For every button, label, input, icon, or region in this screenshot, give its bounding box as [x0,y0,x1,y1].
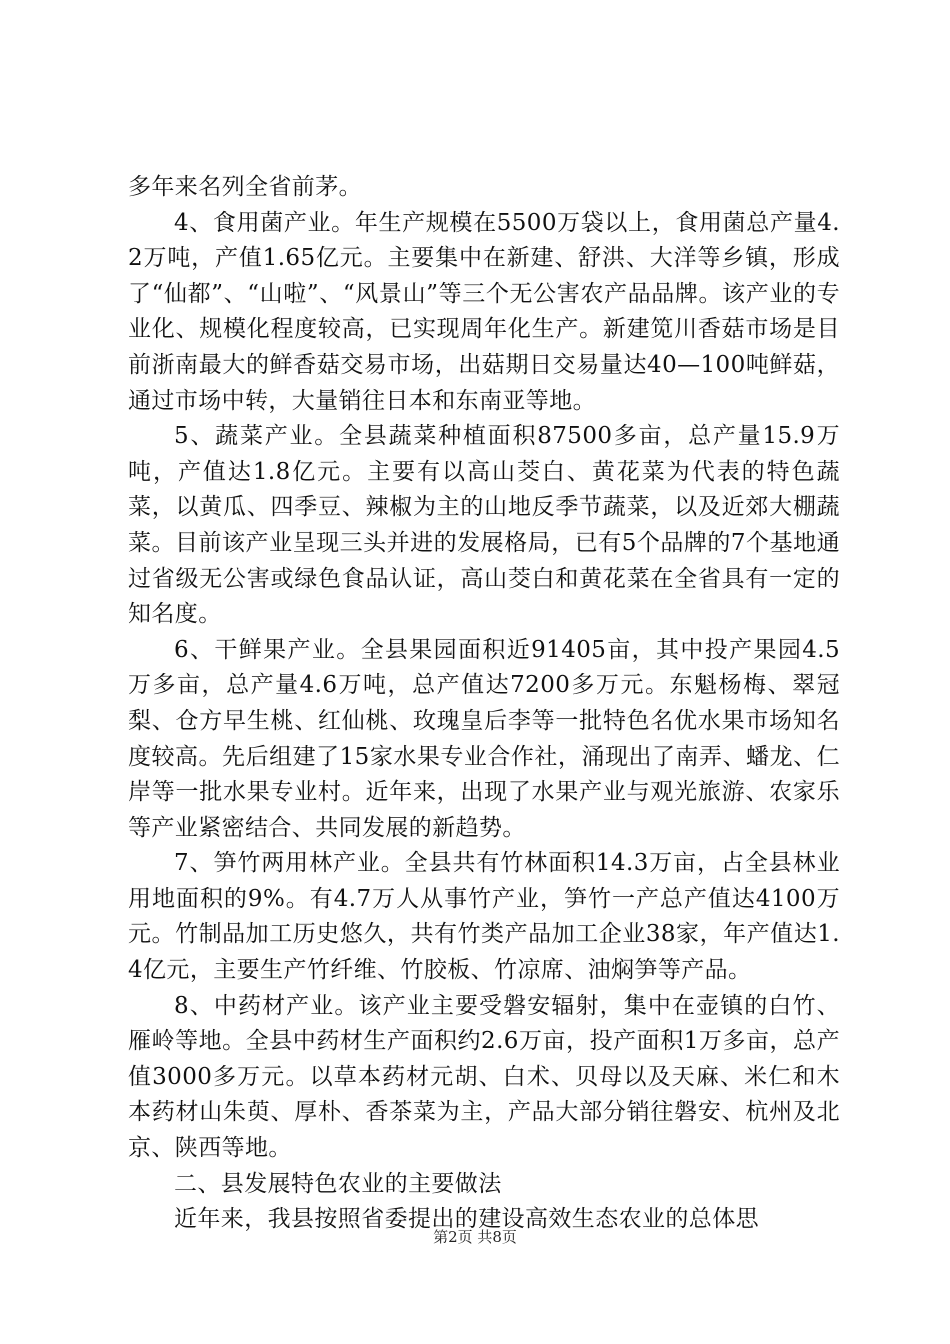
paragraph-herbal-medicine: 8、中药材产业。该产业主要受磐安辐射，集中在壶镇的白竹、雁岭等地。全县中药材生产面积约2.6万亩，投产面积1万多亩，总产值3000多万元。以草本药材元胡、白术、贝母以及天麻、米仁和木本药材山朱萸、厚朴、香茶菜为主，产品大部分销往磐安、杭州及北京、陕西等地。 [128,992,840,1162]
paragraph-bamboo: 7、笋竹两用林产业。全县共有竹林面积14.3万亩，占全县林业用地面积的9%。有4.7万人从事竹产业，笋竹一产总产值达4100万元。竹制品加工历史悠久，共有竹类产品加工企业38家，年产值达1.4亿元，主要生产竹纤维、竹胶板、竹凉席、油焖笋等产品。 [128,850,840,984]
paragraph-fruit: 6、干鲜果产业。全县果园面积近91405亩，其中投产果园4.5万多亩，总产量4.6万吨，总产值达7200多万元。东魁杨梅、翠冠梨、仓方早生桃、红仙桃、玫瑰皇后李等一批特色名优水果市场知名度较高。先后组建了15家水果专业合作社，涌现出了南弄、蟠龙、仁岸等一批水果专业村。近年来，出现了水果产业与观光旅游、农家乐等产业紧密结合、共同发展的新趋势。 [128,636,840,841]
paragraph-approach-intro: 近年来，我县按照省委提出的建设高效生态农业的总体思 [174,1206,759,1233]
page-number-footer: 第2页 共8页 [433,1228,517,1246]
paragraph-edible-fungi: 4、食用菌产业。年生产规模在5500万袋以上，食用菌总产量4.2万吨，产值1.65亿元。主要集中在新建、舒洪、大洋等乡镇，形成了“仙都”、“山啦”、“风景山”等三个无公害农产品品牌。该产业的专业化、规模化程度较高，已实现周年化生产。新建笕川香菇市场是目前浙南最大的鲜香菇交易市场，出菇期日交易量达40—100吨鲜菇，通过市场中转，大量销往日本和东南亚等地。 [128,209,840,414]
paragraph-continuation: 多年来名列全省前茅。 [128,174,362,200]
paragraph-vegetables: 5、蔬菜产业。全县蔬菜种植面积87500多亩，总产量15.9万吨，产值达1.8亿元。主要有以高山茭白、黄花菜为代表的特色蔬菜，以黄瓜、四季豆、辣椒为主的山地反季节蔬菜，以及近郊大棚蔬菜。目前该产业呈现三头并进的发展格局，已有5个品牌的7个基地通过省级无公害或绿色食品认证，高山茭白和黄花菜在全省具有一定的知名度。 [128,423,840,628]
body-text [128,170,840,1238]
section-heading: 二、县发展特色农业的主要做法 [174,1170,502,1197]
